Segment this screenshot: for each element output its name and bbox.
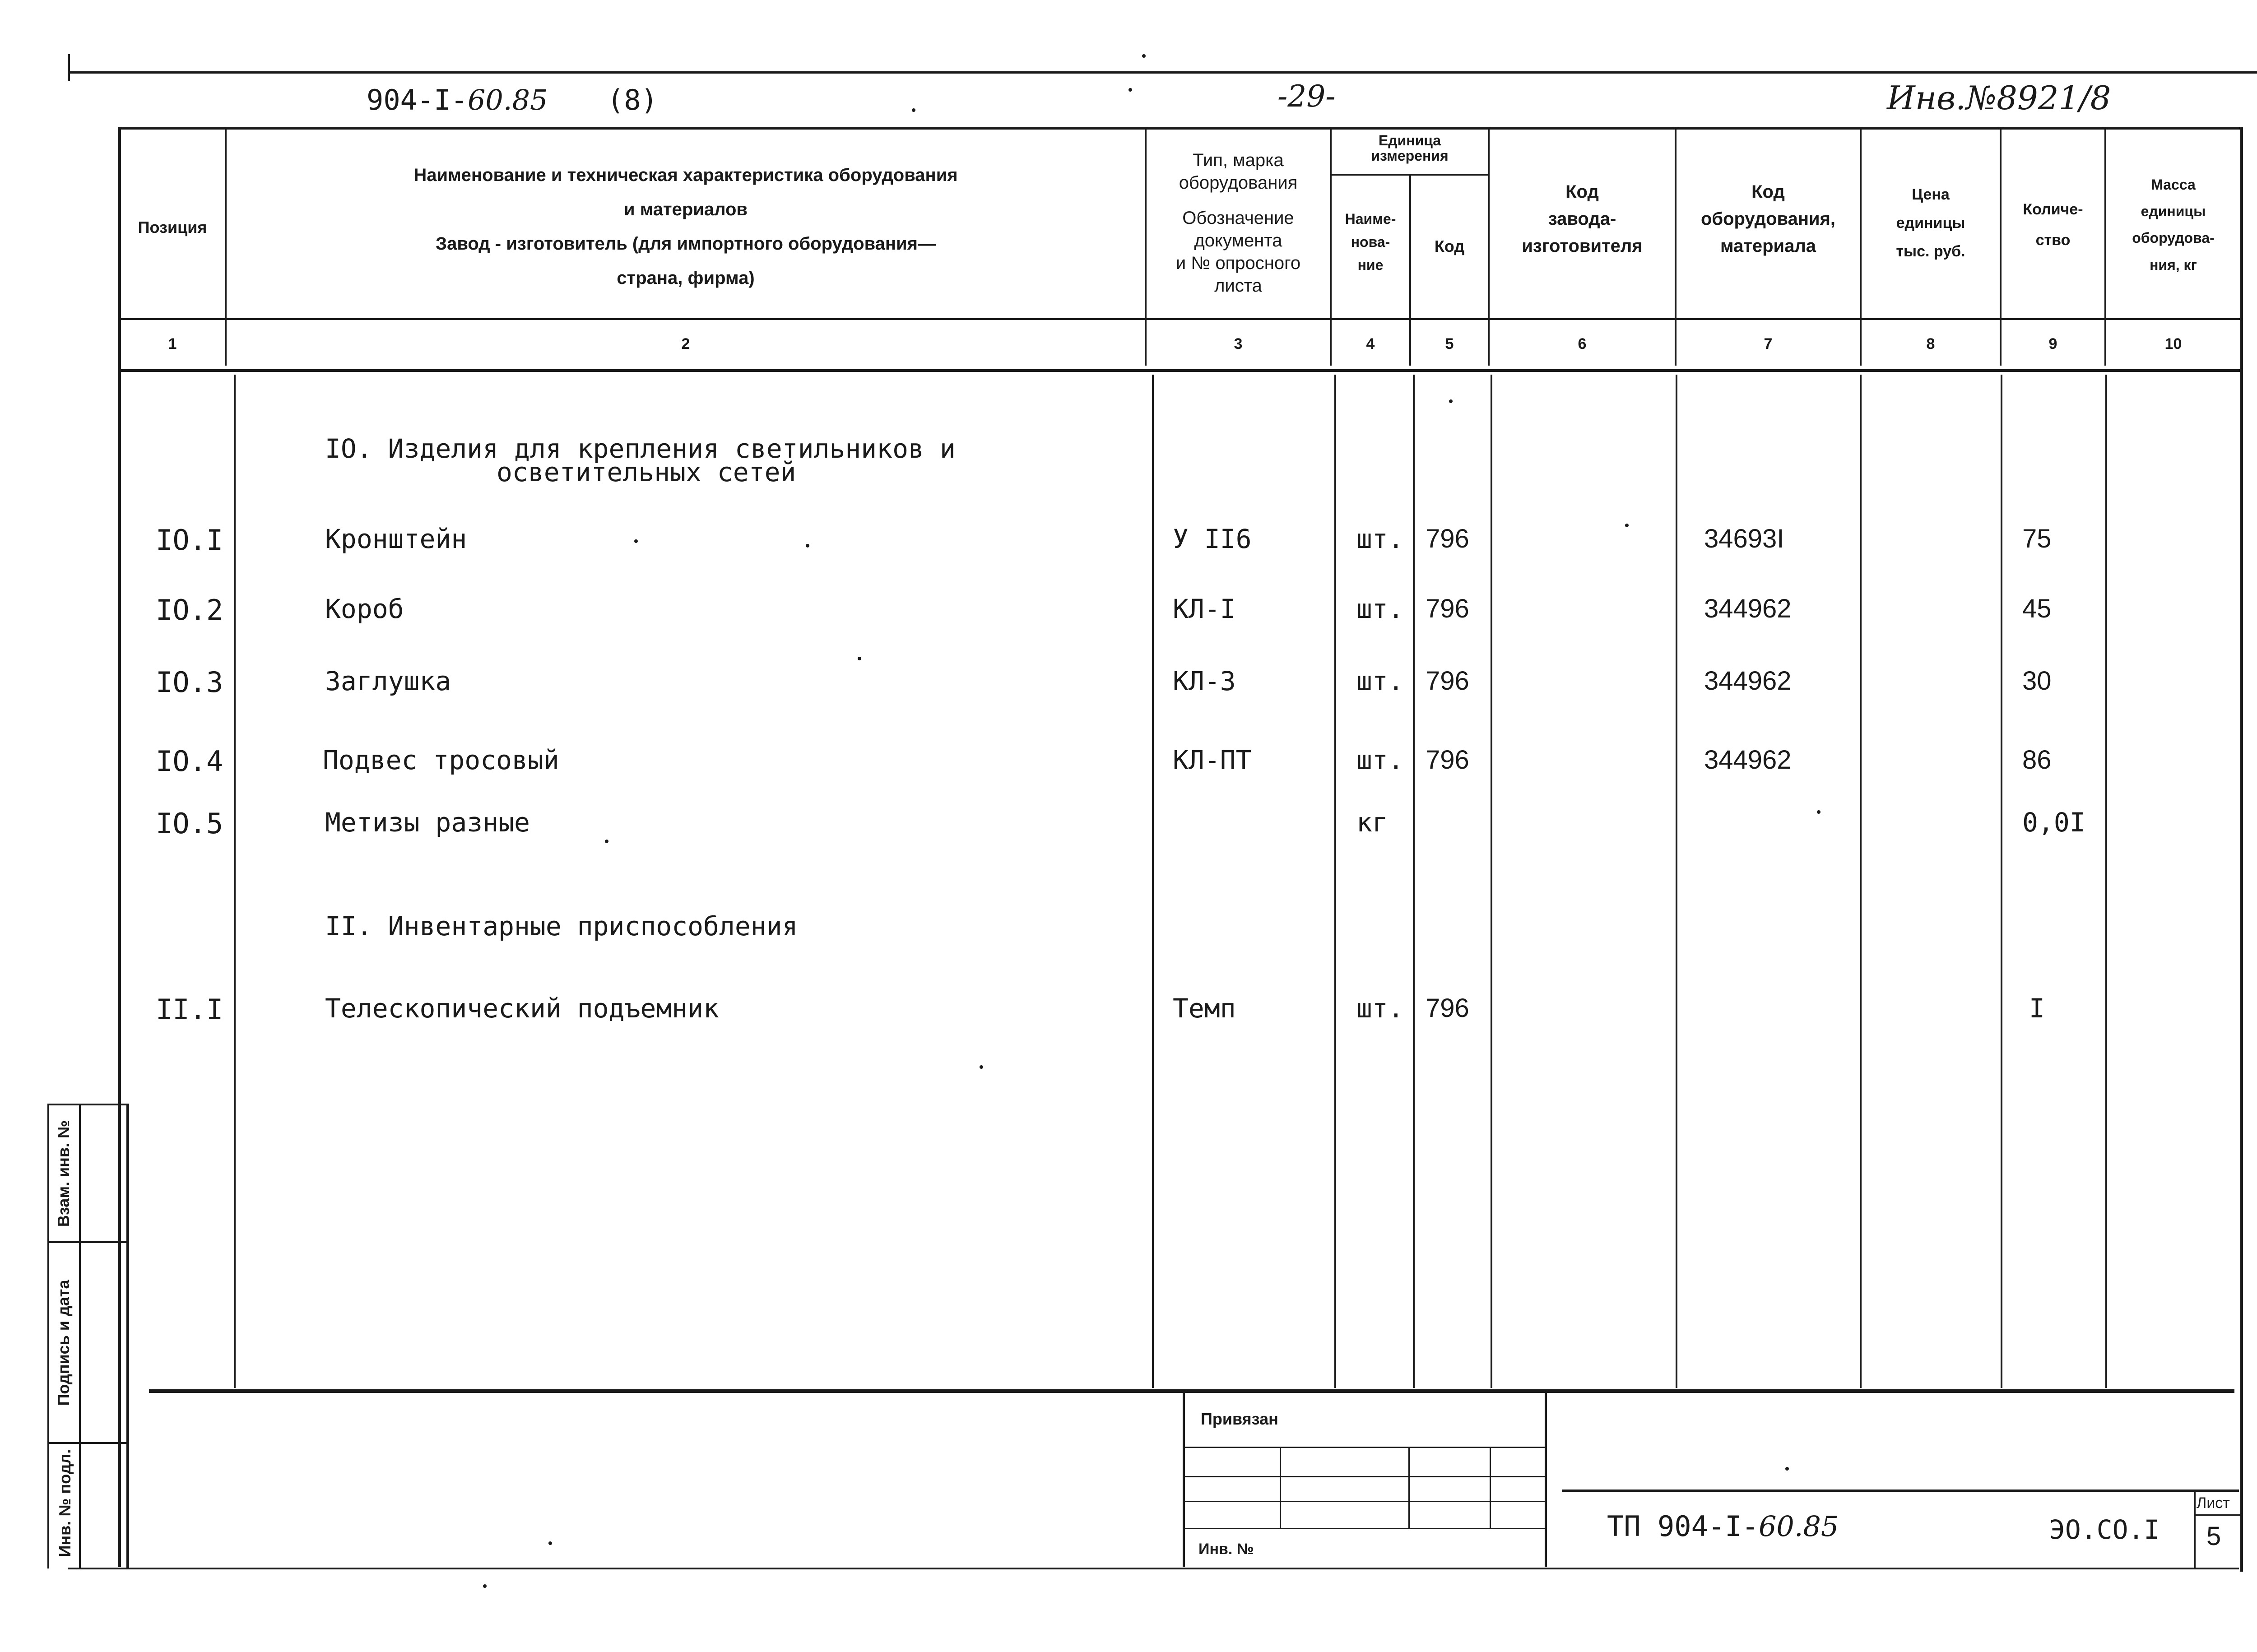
header-price-line-2: единицы <box>1896 214 1965 232</box>
header-unit-name-line-1: Наиме- <box>1345 211 1396 227</box>
row-type: КЛ-3 <box>1173 666 1236 696</box>
header-quantity <box>2002 194 2104 255</box>
row-name: Подвес тросовый <box>323 745 559 775</box>
row-unit-code: 796 <box>1426 594 1469 623</box>
stamp-row-line-4 <box>1185 1528 1545 1529</box>
side-stamp-vzam: Взам. инв. № <box>54 1120 73 1227</box>
body-divider-9 <box>2105 375 2107 1388</box>
row-name: Кронштейн <box>325 524 467 554</box>
header-unit-group-line-2: измерения <box>1371 147 1449 164</box>
body-divider-4 <box>1413 375 1415 1388</box>
body-divider-8 <box>2001 375 2002 1388</box>
sheet-label: Лист <box>2197 1494 2230 1512</box>
scan-speck <box>1142 54 1146 58</box>
header-unit-name <box>1332 208 1409 277</box>
tp-designation-prefix: ТП 904-I- <box>1607 1510 1759 1543</box>
scan-speck <box>605 840 608 843</box>
doc-code <box>367 84 548 116</box>
row-position: IO.5 <box>156 807 223 840</box>
row-name: Заглушка <box>325 666 451 696</box>
col-number-7: 7 <box>1764 335 1773 353</box>
scan-speck <box>1785 1467 1789 1471</box>
row-quantity: 45 <box>2022 594 2052 623</box>
scan-speck <box>1625 524 1629 527</box>
side-stamp-left-line <box>47 1104 49 1568</box>
header-name-line-3: Завод - изготовитель (для импортного оборудования— <box>436 234 936 254</box>
row-quantity: 0,0I <box>2022 807 2085 838</box>
row-unit: шт. <box>1356 666 1404 696</box>
tp-designation <box>1607 1510 1839 1543</box>
scan-speck <box>1817 810 1820 814</box>
side-stamp-right-border <box>126 1104 129 1568</box>
header-price-line-3: тыс. руб. <box>1896 242 1965 260</box>
table-right-border <box>2240 127 2243 1572</box>
row-material-code: 344962 <box>1704 666 1792 696</box>
tp-designation-suffix: 60.85 <box>1758 1510 1839 1543</box>
stamp-privyazan: Привязан <box>1201 1410 1278 1428</box>
header-type-line-2: оборудования <box>1179 173 1298 193</box>
col-number-1: 1 <box>168 335 177 353</box>
header-type-line-1: Тип, марка <box>1193 150 1284 170</box>
header-type-line-4: документа <box>1194 231 1282 251</box>
header-name-line-4: страна, фирма) <box>617 268 755 288</box>
body-divider-2 <box>1152 375 1154 1388</box>
column-numbers-bottom-line <box>118 369 2240 372</box>
header-name-line-2: и материалов <box>623 200 748 219</box>
doc-code-suffix: 60.85 <box>467 84 548 116</box>
header-price <box>1862 181 2000 266</box>
row-position: IO.4 <box>156 745 223 778</box>
row-type: КЛ-ПТ <box>1173 745 1252 775</box>
sheet-variant: (8) <box>607 84 658 116</box>
stamp-col-line-2 <box>1408 1447 1410 1528</box>
row-unit-code: 796 <box>1426 524 1469 553</box>
row-position: IO.I <box>156 524 223 557</box>
page-number: -29- <box>1277 79 1336 114</box>
scan-speck <box>1128 88 1132 92</box>
frame-left-mark <box>68 54 70 81</box>
table-top-line <box>118 127 2240 130</box>
frame-top-line <box>68 71 2257 74</box>
header-factory-code-line-1: Код <box>1565 182 1599 202</box>
side-stamp-podpis: Подпись и дата <box>54 1280 73 1406</box>
row-unit: шт. <box>1356 993 1404 1024</box>
row-unit-code: 796 <box>1426 993 1469 1023</box>
side-stamp-top <box>47 1104 129 1105</box>
scan-speck <box>980 1065 983 1069</box>
inventory-number: Инв.№8921/8 <box>1887 79 2111 117</box>
body-divider-3 <box>1334 375 1336 1388</box>
row-material-code: 344962 <box>1704 745 1792 775</box>
body-divider-1 <box>234 375 236 1388</box>
scan-speck <box>634 539 638 543</box>
header-unit-group <box>1332 133 1488 163</box>
header-name <box>227 158 1145 295</box>
section-11-title: II. Инвентарные приспособления <box>325 911 798 942</box>
header-quantity-line-2: ство <box>2035 232 2071 249</box>
col-number-4: 4 <box>1366 335 1375 353</box>
header-material-code-line-2: оборудования, <box>1700 209 1836 229</box>
row-material-code: 344962 <box>1704 594 1792 623</box>
header-mass-line-3: оборудова- <box>2132 230 2215 246</box>
sheet-number: 5 <box>2206 1522 2221 1551</box>
scan-speck <box>483 1584 487 1588</box>
row-position: IO.2 <box>156 594 223 626</box>
header-type <box>1147 149 1330 297</box>
header-mass-line-4: ния, кг <box>2150 256 2197 273</box>
header-price-line-1: Цена <box>1912 186 1950 203</box>
scan-speck <box>806 544 809 548</box>
row-type: Темп <box>1173 993 1236 1024</box>
col-number-9: 9 <box>2048 335 2057 353</box>
row-quantity: I <box>2029 993 2045 1024</box>
row-position: II.I <box>156 993 223 1026</box>
header-name-line-1: Наименование и техническая характеристика оборудования <box>413 165 958 185</box>
row-name: Метизы разные <box>325 807 530 838</box>
header-unit-name-line-3: ние <box>1357 257 1384 274</box>
stamp-col-line-3 <box>1490 1447 1491 1528</box>
col-number-2: 2 <box>681 335 690 353</box>
doc-mark: ЭО.СО.I <box>2049 1514 2160 1545</box>
stamp-left-border <box>1183 1393 1185 1567</box>
section-10-title-line-1: IO. Изделия для крепления светильников и <box>325 433 956 464</box>
header-material-code-line-3: материала <box>1720 236 1816 256</box>
row-type: У II6 <box>1173 524 1252 554</box>
footer-top-line <box>149 1389 2234 1393</box>
body-divider-5 <box>1491 375 1492 1388</box>
stamp-col-line-1 <box>1280 1447 1281 1528</box>
col-number-3: 3 <box>1234 335 1243 353</box>
header-type-line-5: и № опросного <box>1175 253 1301 273</box>
row-name: Короб <box>325 594 404 624</box>
unit-group-underline <box>1330 174 1489 176</box>
col-number-6: 6 <box>1578 335 1587 353</box>
header-type-line-3: Обозначение <box>1182 208 1294 228</box>
header-position: Позиция <box>138 218 207 237</box>
sheet-box-left <box>2194 1490 2196 1568</box>
stamp-right-border <box>1545 1393 1547 1567</box>
header-factory-code-line-3: изготовителя <box>1522 236 1643 256</box>
doc-code-prefix: 904-I- <box>367 84 468 116</box>
scan-speck <box>858 657 861 660</box>
header-quantity-line-1: Количе- <box>2023 201 2083 218</box>
row-unit-code: 796 <box>1426 666 1469 696</box>
header-type-line-6: листа <box>1214 276 1262 296</box>
row-material-code: 34693I <box>1704 524 1784 553</box>
side-stamp-inner-line <box>79 1104 81 1568</box>
scan-speck <box>1449 399 1453 403</box>
row-unit-code: 796 <box>1426 745 1469 775</box>
stamp-inv-no: Инв. № <box>1198 1541 1254 1558</box>
header-unit-group-line-1: Единица <box>1378 132 1441 148</box>
row-position: IO.3 <box>156 666 223 699</box>
header-mass-line-1: Масса <box>2151 176 2196 193</box>
side-stamp-inv-podl: Инв. № подл. <box>56 1449 74 1557</box>
row-quantity: 86 <box>2022 745 2052 775</box>
sheet-box-divider <box>2194 1514 2241 1516</box>
row-unit: шт. <box>1356 745 1404 775</box>
col-number-8: 8 <box>1926 335 1935 353</box>
header-bottom-line <box>118 318 2240 320</box>
body-divider-7 <box>1860 375 1862 1388</box>
title-block-line <box>1562 1490 2239 1492</box>
header-mass-line-2: единицы <box>2141 203 2206 220</box>
row-name: Телескопический подъемник <box>325 993 719 1024</box>
scan-speck <box>912 108 915 112</box>
header-unit-code: Код <box>1434 237 1465 255</box>
side-stamp-sep-1 <box>47 1241 129 1243</box>
header-factory-code-line-2: завода- <box>1548 209 1616 229</box>
header-material-code-line-1: Код <box>1751 182 1785 202</box>
frame-bottom-line <box>68 1568 2239 1569</box>
row-type: КЛ-I <box>1173 594 1236 624</box>
row-unit: кг <box>1356 807 1388 838</box>
header-unit-name-line-2: нова- <box>1351 234 1390 251</box>
body-divider-6 <box>1676 375 1677 1388</box>
row-quantity: 30 <box>2022 666 2052 696</box>
header-material-code <box>1676 178 1860 260</box>
col-number-10: 10 <box>2164 335 2182 353</box>
row-unit: шт. <box>1356 524 1404 554</box>
scan-speck <box>548 1541 552 1545</box>
header-mass <box>2106 172 2240 278</box>
row-quantity: 75 <box>2022 524 2052 553</box>
header-factory-code <box>1490 178 1675 260</box>
row-unit: шт. <box>1356 594 1404 624</box>
section-10-title-line-2: осветительных сетей <box>497 457 796 487</box>
col-number-5: 5 <box>1445 335 1454 353</box>
